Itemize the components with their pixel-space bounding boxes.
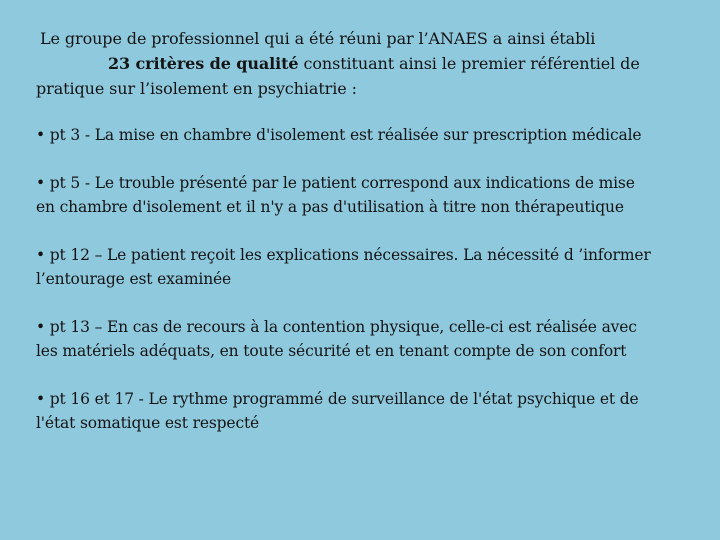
item-line: • pt 16 et 17 - Le rythme programmé de surveillance de l'état psychique et de — [36, 390, 639, 408]
intro-line-2-rest: constituant ainsi le premier référentiel de — [298, 54, 640, 73]
criterion-item-pt16-17 — [36, 387, 686, 435]
criterion-item-pt5 — [36, 171, 686, 219]
intro-line-2 — [36, 51, 696, 76]
item-line: les matériels adéquats, en toute sécurité et en tenant compte de son confort — [36, 342, 627, 360]
item-line: • pt 12 – Le patient reçoit les explications nécessaires. La nécessité d ’informer — [36, 246, 651, 264]
item-line: en chambre d'isolement et il n'y a pas d'utilisation à titre non thérapeutique — [36, 198, 624, 216]
criterion-item-pt13 — [36, 315, 686, 363]
intro-line-3: pratique sur l’isolement en psychiatrie : — [36, 79, 357, 98]
item-line: l’entourage est examinée — [36, 270, 232, 288]
item-line: • pt 13 – En cas de recours à la contention physique, celle-ci est réalisée avec — [36, 318, 637, 336]
item-line: • pt 3 - La mise en chambre d'isolement est réalisée sur prescription médicale — [36, 126, 642, 144]
item-line: l'état somatique est respecté — [36, 414, 260, 432]
criterion-item-pt3 — [36, 123, 686, 147]
intro-line-1: Le groupe de professionnel qui a été réuni par l’ANAES a ainsi établi — [40, 29, 596, 48]
criterion-item-pt12 — [36, 243, 686, 291]
item-line: • pt 5 - Le trouble présenté par le patient correspond aux indications de mise — [36, 174, 635, 192]
criteria-highlight: 23 critères de qualité — [108, 54, 299, 73]
intro-paragraph — [36, 26, 696, 101]
